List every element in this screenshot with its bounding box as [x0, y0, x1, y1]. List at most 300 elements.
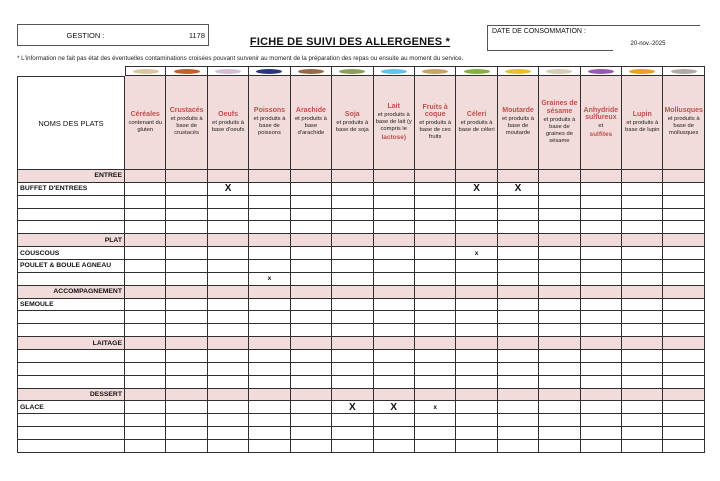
- empty-cell[interactable]: [539, 183, 580, 196]
- allergen-mark-cell[interactable]: [456, 183, 497, 196]
- empty-cell[interactable]: [498, 260, 539, 273]
- empty-cell[interactable]: [249, 170, 290, 183]
- empty-cell[interactable]: [249, 363, 290, 376]
- empty-cell[interactable]: [456, 273, 497, 286]
- empty-cell[interactable]: [332, 414, 373, 427]
- empty-cell[interactable]: [208, 247, 249, 260]
- empty-cell[interactable]: [456, 363, 497, 376]
- empty-cell[interactable]: [581, 363, 622, 376]
- empty-cell[interactable]: [663, 401, 704, 414]
- empty-cell[interactable]: [291, 337, 332, 350]
- empty-cell[interactable]: [622, 260, 663, 273]
- empty-cell[interactable]: [539, 247, 580, 260]
- empty-cell[interactable]: [125, 247, 166, 260]
- empty-cell[interactable]: [498, 234, 539, 247]
- empty-cell[interactable]: [539, 170, 580, 183]
- dish-name-cell[interactable]: [17, 209, 125, 222]
- empty-cell[interactable]: [498, 311, 539, 324]
- empty-cell[interactable]: [125, 427, 166, 440]
- empty-cell[interactable]: [456, 170, 497, 183]
- empty-cell[interactable]: [498, 221, 539, 234]
- empty-cell[interactable]: [663, 286, 704, 299]
- empty-cell[interactable]: [249, 427, 290, 440]
- empty-cell[interactable]: [456, 221, 497, 234]
- dish-name-cell[interactable]: [17, 273, 125, 286]
- empty-cell[interactable]: [415, 196, 456, 209]
- empty-cell[interactable]: [415, 260, 456, 273]
- empty-cell[interactable]: [125, 221, 166, 234]
- empty-cell[interactable]: [332, 247, 373, 260]
- empty-cell[interactable]: [539, 311, 580, 324]
- empty-cell[interactable]: [498, 363, 539, 376]
- empty-cell[interactable]: [166, 337, 207, 350]
- empty-cell[interactable]: [622, 299, 663, 312]
- empty-cell[interactable]: [332, 299, 373, 312]
- empty-cell[interactable]: [456, 286, 497, 299]
- empty-cell[interactable]: [622, 221, 663, 234]
- empty-cell[interactable]: [332, 209, 373, 222]
- dish-name-cell[interactable]: [17, 221, 125, 234]
- empty-cell[interactable]: [663, 221, 704, 234]
- empty-cell[interactable]: [539, 350, 580, 363]
- empty-cell[interactable]: [415, 350, 456, 363]
- empty-cell[interactable]: [125, 389, 166, 402]
- empty-cell[interactable]: [415, 363, 456, 376]
- empty-cell[interactable]: [415, 389, 456, 402]
- empty-cell[interactable]: [539, 389, 580, 402]
- empty-cell[interactable]: [581, 337, 622, 350]
- empty-cell[interactable]: [581, 299, 622, 312]
- empty-cell[interactable]: [663, 427, 704, 440]
- empty-cell[interactable]: [581, 234, 622, 247]
- empty-cell[interactable]: [539, 401, 580, 414]
- empty-cell[interactable]: [125, 337, 166, 350]
- empty-cell[interactable]: [291, 350, 332, 363]
- empty-cell[interactable]: [539, 209, 580, 222]
- allergen-mark-cell[interactable]: [415, 401, 456, 414]
- empty-cell[interactable]: [332, 363, 373, 376]
- empty-cell[interactable]: [291, 324, 332, 337]
- empty-cell[interactable]: [663, 273, 704, 286]
- empty-cell[interactable]: [498, 196, 539, 209]
- empty-cell[interactable]: [208, 401, 249, 414]
- empty-cell[interactable]: [291, 234, 332, 247]
- empty-cell[interactable]: [166, 234, 207, 247]
- empty-cell[interactable]: [415, 324, 456, 337]
- empty-cell[interactable]: [166, 260, 207, 273]
- empty-cell[interactable]: [581, 196, 622, 209]
- empty-cell[interactable]: [498, 414, 539, 427]
- empty-cell[interactable]: [332, 221, 373, 234]
- dish-name-cell[interactable]: [17, 260, 125, 273]
- empty-cell[interactable]: [291, 363, 332, 376]
- empty-cell[interactable]: [125, 414, 166, 427]
- empty-cell[interactable]: [374, 324, 415, 337]
- empty-cell[interactable]: [374, 337, 415, 350]
- empty-cell[interactable]: [125, 350, 166, 363]
- empty-cell[interactable]: [208, 260, 249, 273]
- section-row-label[interactable]: [17, 389, 125, 402]
- empty-cell[interactable]: [125, 170, 166, 183]
- empty-cell[interactable]: [166, 350, 207, 363]
- empty-cell[interactable]: [415, 299, 456, 312]
- empty-cell[interactable]: [208, 286, 249, 299]
- empty-cell[interactable]: [249, 260, 290, 273]
- empty-cell[interactable]: [249, 183, 290, 196]
- empty-cell[interactable]: [415, 221, 456, 234]
- empty-cell[interactable]: [456, 427, 497, 440]
- empty-cell[interactable]: [456, 209, 497, 222]
- dish-name-cell[interactable]: [17, 440, 125, 453]
- empty-cell[interactable]: [415, 414, 456, 427]
- dish-name-cell[interactable]: [17, 427, 125, 440]
- empty-cell[interactable]: [291, 311, 332, 324]
- empty-cell[interactable]: [374, 363, 415, 376]
- empty-cell[interactable]: [498, 427, 539, 440]
- empty-cell[interactable]: [332, 440, 373, 453]
- empty-cell[interactable]: [539, 414, 580, 427]
- empty-cell[interactable]: [291, 221, 332, 234]
- empty-cell[interactable]: [539, 299, 580, 312]
- empty-cell[interactable]: [208, 196, 249, 209]
- date-value[interactable]: 20-nov.-2025: [630, 41, 666, 47]
- empty-cell[interactable]: [332, 324, 373, 337]
- empty-cell[interactable]: [374, 414, 415, 427]
- empty-cell[interactable]: [498, 170, 539, 183]
- empty-cell[interactable]: [166, 311, 207, 324]
- empty-cell[interactable]: [249, 299, 290, 312]
- empty-cell[interactable]: [581, 427, 622, 440]
- allergen-mark-cell[interactable]: [208, 183, 249, 196]
- section-row-label[interactable]: [17, 234, 125, 247]
- empty-cell[interactable]: [663, 389, 704, 402]
- empty-cell[interactable]: [125, 324, 166, 337]
- empty-cell[interactable]: [374, 299, 415, 312]
- empty-cell[interactable]: [622, 311, 663, 324]
- empty-cell[interactable]: [415, 170, 456, 183]
- empty-cell[interactable]: [622, 389, 663, 402]
- empty-cell[interactable]: [415, 273, 456, 286]
- empty-cell[interactable]: [374, 311, 415, 324]
- empty-cell[interactable]: [498, 324, 539, 337]
- empty-cell[interactable]: [622, 376, 663, 389]
- empty-cell[interactable]: [208, 389, 249, 402]
- empty-cell[interactable]: [663, 209, 704, 222]
- dish-name-cell[interactable]: [17, 311, 125, 324]
- empty-cell[interactable]: [291, 286, 332, 299]
- section-row-label[interactable]: [17, 170, 125, 183]
- allergen-mark-cell[interactable]: [498, 183, 539, 196]
- empty-cell[interactable]: [498, 286, 539, 299]
- empty-cell[interactable]: [332, 286, 373, 299]
- empty-cell[interactable]: [374, 247, 415, 260]
- empty-cell[interactable]: [166, 273, 207, 286]
- empty-cell[interactable]: [622, 286, 663, 299]
- empty-cell[interactable]: [208, 221, 249, 234]
- dish-name-cell[interactable]: [17, 350, 125, 363]
- empty-cell[interactable]: [622, 337, 663, 350]
- empty-cell[interactable]: [249, 376, 290, 389]
- empty-cell[interactable]: [415, 311, 456, 324]
- empty-cell[interactable]: [208, 414, 249, 427]
- empty-cell[interactable]: [249, 234, 290, 247]
- empty-cell[interactable]: [374, 183, 415, 196]
- empty-cell[interactable]: [498, 337, 539, 350]
- empty-cell[interactable]: [374, 273, 415, 286]
- empty-cell[interactable]: [622, 234, 663, 247]
- empty-cell[interactable]: [415, 209, 456, 222]
- empty-cell[interactable]: [374, 196, 415, 209]
- empty-cell[interactable]: [125, 286, 166, 299]
- empty-cell[interactable]: [249, 337, 290, 350]
- empty-cell[interactable]: [456, 389, 497, 402]
- empty-cell[interactable]: [663, 170, 704, 183]
- empty-cell[interactable]: [498, 440, 539, 453]
- dish-name-cell[interactable]: [17, 401, 125, 414]
- empty-cell[interactable]: [291, 170, 332, 183]
- empty-cell[interactable]: [539, 363, 580, 376]
- empty-cell[interactable]: [125, 401, 166, 414]
- empty-cell[interactable]: [291, 260, 332, 273]
- empty-cell[interactable]: [622, 196, 663, 209]
- empty-cell[interactable]: [539, 324, 580, 337]
- dish-name-cell[interactable]: [17, 414, 125, 427]
- empty-cell[interactable]: [332, 427, 373, 440]
- empty-cell[interactable]: [581, 376, 622, 389]
- empty-cell[interactable]: [581, 311, 622, 324]
- empty-cell[interactable]: [456, 324, 497, 337]
- empty-cell[interactable]: [208, 273, 249, 286]
- empty-cell[interactable]: [208, 324, 249, 337]
- empty-cell[interactable]: [622, 324, 663, 337]
- empty-cell[interactable]: [125, 376, 166, 389]
- empty-cell[interactable]: [208, 440, 249, 453]
- empty-cell[interactable]: [498, 209, 539, 222]
- empty-cell[interactable]: [498, 376, 539, 389]
- empty-cell[interactable]: [249, 440, 290, 453]
- empty-cell[interactable]: [415, 286, 456, 299]
- empty-cell[interactable]: [456, 376, 497, 389]
- empty-cell[interactable]: [332, 170, 373, 183]
- empty-cell[interactable]: [581, 440, 622, 453]
- empty-cell[interactable]: [622, 273, 663, 286]
- empty-cell[interactable]: [663, 337, 704, 350]
- empty-cell[interactable]: [332, 350, 373, 363]
- empty-cell[interactable]: [456, 299, 497, 312]
- empty-cell[interactable]: [249, 401, 290, 414]
- empty-cell[interactable]: [581, 286, 622, 299]
- empty-cell[interactable]: [374, 209, 415, 222]
- dish-name-cell[interactable]: [17, 324, 125, 337]
- empty-cell[interactable]: [249, 389, 290, 402]
- empty-cell[interactable]: [663, 363, 704, 376]
- empty-cell[interactable]: [125, 273, 166, 286]
- empty-cell[interactable]: [456, 234, 497, 247]
- empty-cell[interactable]: [166, 183, 207, 196]
- gestion-value[interactable]: 1178: [188, 30, 205, 40]
- empty-cell[interactable]: [166, 363, 207, 376]
- empty-cell[interactable]: [125, 299, 166, 312]
- empty-cell[interactable]: [125, 183, 166, 196]
- empty-cell[interactable]: [539, 376, 580, 389]
- empty-cell[interactable]: [581, 389, 622, 402]
- empty-cell[interactable]: [249, 247, 290, 260]
- empty-cell[interactable]: [208, 427, 249, 440]
- empty-cell[interactable]: [539, 221, 580, 234]
- empty-cell[interactable]: [456, 311, 497, 324]
- empty-cell[interactable]: [291, 209, 332, 222]
- empty-cell[interactable]: [622, 209, 663, 222]
- empty-cell[interactable]: [332, 376, 373, 389]
- empty-cell[interactable]: [581, 170, 622, 183]
- empty-cell[interactable]: [208, 299, 249, 312]
- empty-cell[interactable]: [581, 209, 622, 222]
- allergen-mark-cell[interactable]: [332, 401, 373, 414]
- empty-cell[interactable]: [374, 234, 415, 247]
- empty-cell[interactable]: [125, 363, 166, 376]
- empty-cell[interactable]: [125, 234, 166, 247]
- empty-cell[interactable]: [374, 170, 415, 183]
- empty-cell[interactable]: [374, 389, 415, 402]
- empty-cell[interactable]: [581, 260, 622, 273]
- empty-cell[interactable]: [539, 286, 580, 299]
- empty-cell[interactable]: [456, 401, 497, 414]
- empty-cell[interactable]: [125, 260, 166, 273]
- empty-cell[interactable]: [374, 286, 415, 299]
- section-row-label[interactable]: [17, 286, 125, 299]
- empty-cell[interactable]: [415, 440, 456, 453]
- empty-cell[interactable]: [166, 414, 207, 427]
- empty-cell[interactable]: [539, 337, 580, 350]
- empty-cell[interactable]: [166, 427, 207, 440]
- empty-cell[interactable]: [291, 273, 332, 286]
- empty-cell[interactable]: [415, 247, 456, 260]
- empty-cell[interactable]: [166, 376, 207, 389]
- empty-cell[interactable]: [166, 209, 207, 222]
- allergen-mark-cell[interactable]: [249, 273, 290, 286]
- dish-name-cell[interactable]: [17, 299, 125, 312]
- empty-cell[interactable]: [208, 350, 249, 363]
- empty-cell[interactable]: [539, 260, 580, 273]
- empty-cell[interactable]: [166, 401, 207, 414]
- empty-cell[interactable]: [663, 234, 704, 247]
- empty-cell[interactable]: [332, 234, 373, 247]
- empty-cell[interactable]: [166, 247, 207, 260]
- dish-name-cell[interactable]: [17, 183, 125, 196]
- empty-cell[interactable]: [581, 414, 622, 427]
- empty-cell[interactable]: [166, 389, 207, 402]
- empty-cell[interactable]: [663, 414, 704, 427]
- empty-cell[interactable]: [166, 299, 207, 312]
- empty-cell[interactable]: [663, 183, 704, 196]
- empty-cell[interactable]: [581, 324, 622, 337]
- empty-cell[interactable]: [581, 350, 622, 363]
- empty-cell[interactable]: [415, 427, 456, 440]
- empty-cell[interactable]: [581, 183, 622, 196]
- empty-cell[interactable]: [166, 221, 207, 234]
- empty-cell[interactable]: [208, 311, 249, 324]
- empty-cell[interactable]: [498, 350, 539, 363]
- empty-cell[interactable]: [374, 221, 415, 234]
- empty-cell[interactable]: [249, 311, 290, 324]
- empty-cell[interactable]: [291, 376, 332, 389]
- empty-cell[interactable]: [374, 427, 415, 440]
- empty-cell[interactable]: [498, 401, 539, 414]
- empty-cell[interactable]: [622, 401, 663, 414]
- empty-cell[interactable]: [663, 299, 704, 312]
- allergen-mark-cell[interactable]: [456, 247, 497, 260]
- empty-cell[interactable]: [456, 260, 497, 273]
- empty-cell[interactable]: [125, 209, 166, 222]
- dish-name-cell[interactable]: [17, 196, 125, 209]
- empty-cell[interactable]: [291, 401, 332, 414]
- empty-cell[interactable]: [166, 196, 207, 209]
- empty-cell[interactable]: [622, 183, 663, 196]
- empty-cell[interactable]: [249, 221, 290, 234]
- empty-cell[interactable]: [622, 414, 663, 427]
- empty-cell[interactable]: [622, 350, 663, 363]
- empty-cell[interactable]: [663, 350, 704, 363]
- empty-cell[interactable]: [581, 221, 622, 234]
- empty-cell[interactable]: [539, 196, 580, 209]
- empty-cell[interactable]: [622, 247, 663, 260]
- empty-cell[interactable]: [663, 260, 704, 273]
- allergen-mark-cell[interactable]: [374, 401, 415, 414]
- empty-cell[interactable]: [663, 196, 704, 209]
- empty-cell[interactable]: [374, 376, 415, 389]
- section-row-label[interactable]: [17, 337, 125, 350]
- empty-cell[interactable]: [663, 440, 704, 453]
- empty-cell[interactable]: [456, 440, 497, 453]
- empty-cell[interactable]: [622, 440, 663, 453]
- empty-cell[interactable]: [539, 427, 580, 440]
- empty-cell[interactable]: [332, 260, 373, 273]
- empty-cell[interactable]: [332, 183, 373, 196]
- empty-cell[interactable]: [166, 170, 207, 183]
- empty-cell[interactable]: [581, 247, 622, 260]
- empty-cell[interactable]: [291, 247, 332, 260]
- empty-cell[interactable]: [249, 350, 290, 363]
- empty-cell[interactable]: [622, 363, 663, 376]
- empty-cell[interactable]: [456, 350, 497, 363]
- empty-cell[interactable]: [539, 273, 580, 286]
- empty-cell[interactable]: [374, 260, 415, 273]
- empty-cell[interactable]: [291, 196, 332, 209]
- empty-cell[interactable]: [663, 376, 704, 389]
- empty-cell[interactable]: [415, 234, 456, 247]
- empty-cell[interactable]: [622, 170, 663, 183]
- empty-cell[interactable]: [125, 196, 166, 209]
- empty-cell[interactable]: [456, 414, 497, 427]
- empty-cell[interactable]: [291, 183, 332, 196]
- dish-name-cell[interactable]: [17, 363, 125, 376]
- empty-cell[interactable]: [208, 363, 249, 376]
- empty-cell[interactable]: [456, 337, 497, 350]
- empty-cell[interactable]: [663, 247, 704, 260]
- empty-cell[interactable]: [249, 324, 290, 337]
- empty-cell[interactable]: [498, 299, 539, 312]
- empty-cell[interactable]: [208, 234, 249, 247]
- empty-cell[interactable]: [291, 440, 332, 453]
- empty-cell[interactable]: [208, 337, 249, 350]
- empty-cell[interactable]: [249, 209, 290, 222]
- empty-cell[interactable]: [291, 389, 332, 402]
- empty-cell[interactable]: [456, 196, 497, 209]
- empty-cell[interactable]: [166, 440, 207, 453]
- empty-cell[interactable]: [208, 170, 249, 183]
- empty-cell[interactable]: [208, 376, 249, 389]
- empty-cell[interactable]: [166, 286, 207, 299]
